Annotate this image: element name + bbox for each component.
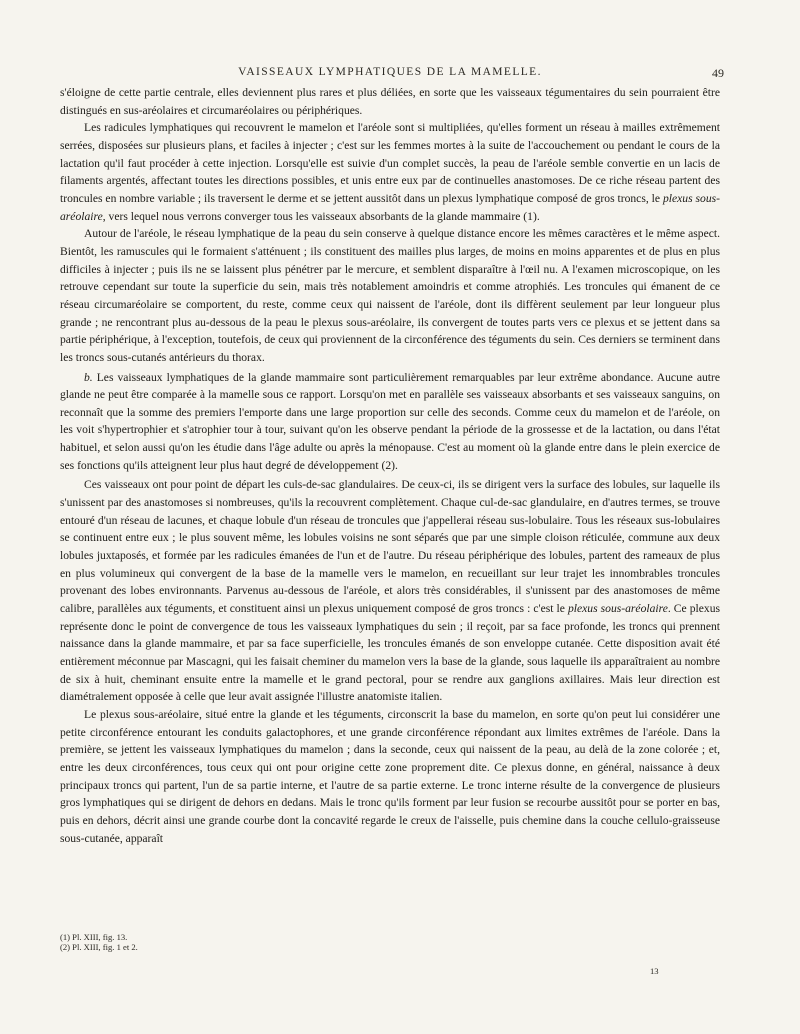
footnote-1: (1) Pl. XIII, fig. 13. xyxy=(60,932,128,942)
section-letter: b. xyxy=(84,370,93,384)
running-head xyxy=(60,66,724,84)
paragraph-3: Autour de l'aréole, le réseau lymphatique de la peau du sein conserve à quelque distance encore les mêmes caractères et le même aspect. Bientôt, les ramuscules qui le formaient s'atténuent ; ils constituent des mailles plus larges, de moins en moins apparentes et de plus en plus difficiles à injecter ; puis ils ne se laissent plus pénétrer par le mercure, et semblent disparaître à l'œil nu. A l'examen microscopique, on les retrouve cependant sur toute la superficie du sein, mais très notablement amoindris et comme atrophiés. Les troncules qui émanent de ce réseau circumaréolaire se comportent, du reste, comme ceux qui naissent de l'aréole, dont ils diffèrent seulement par leur longueur plus grande ; ne rencontrant plus au-dessous de la peau le plexus sous-aréolaire, ils convergent de toutes parts vers ce plexus et se jettent dans sa partie périphérique, à l'exception, toutefois, de ceux qui proviennent de la circonférence des téguments du sein. Ces derniers se terminent dans les troncs sous-cutanés antérieurs du thorax. xyxy=(60,227,720,364)
footnote-2: (2) Pl. XIII, fig. 1 et 2. xyxy=(60,942,138,952)
footnotes xyxy=(60,932,720,952)
paragraph-4: b. Les vaisseaux lymphatiques de la glande mammaire sont particulièrement remarquables par leur extrême abondance. Aucune autre glande ne peut être comparée à la mamelle sous ce rapport. Lorsqu'on met en parallèle ses vaisseaux absorbants et ses vaisseaux sanguins, on reconnaît que la somme des premiers l'emporte dans une large proportion sur celle des seconds. Comme ceux du mamelon et de l'aréole, on les voit s'hypertrophier et s'atrophier tour à tour, suivant qu'on les observe pendant la période de la grossesse et de la lactation, ou dans l'état habituel, et selon aussi qu'on les étudie dans l'âge adulte ou après la ménopause. C'est au moment où la glande entre dans le plein exercice de ses fonctions qu'ils atteignent leur plus haut degré de développement (2). xyxy=(60,370,720,472)
italic-term: plexus sous-aréolaire xyxy=(567,602,668,616)
signature-mark: 13 xyxy=(650,966,659,976)
page-number: 49 xyxy=(712,66,724,80)
page xyxy=(60,66,724,847)
paragraph-6: Le plexus sous-aréolaire, situé entre la glande et les téguments, circonscrit la base du mamelon, en sorte qu'on peut lui considérer une petite circonférence entourant les conduits galactophores, et une grande circonférence répondant aux limites extrêmes de l'aréole. Dans la première, se jettent les vaisseaux lymphatiques du mamelon ; dans la seconde, ceux qui naissent de la peau, au delà de la zone colorée ; et, entre les deux circonférences, tous ceux qui ont pour origine cette zone proprement dite. Ce plexus donne, en général, naissance à deux principaux troncs qui partent, l'un de sa partie interne, et l'autre de sa partie externe. Le tronc interne résulte de la convergence de plusieurs gros lymphatiques qui se dirigent de dehors en dedans. Mais le tronc qu'ils forment par leur fusion se recourbe aussitôt pour se porter en bas, puis en dehors, décrit ainsi une grande courbe dont la concavité regarde le creux de l'aisselle, puis chemine dans la couche cellulo-graisseuse sous-cutanée, apparaît xyxy=(60,707,720,845)
paragraph-2: Les radicules lymphatiques qui recouvrent le mamelon et l'aréole sont si multipliées, qu'elles forment un réseau à mailles extrêmement serrées, disposées sur plusieurs plans, et faciles à injecter ; c'est sur les femmes mortes à la suite de l'accouchement ou pendant le cours de la lactation qu'il faut procéder à cette injection. Lorsqu'elle est suivie d'un complet succès, la peau de l'aréole semble convertie en un lacis de filaments argentés, affectant toutes les directions possibles, et unis entre eux par de continuelles anastomoses. De ce riche réseau partent des troncules en nombre variable ; ils traversent le derme et se jettent aussitôt dans un plexus lymphatique composé de gros troncs, le plexus sous-aréolaire, vers lequel nous verrons converger tous les vaisseaux absorbants de la glande mammaire (1). xyxy=(60,121,721,223)
paragraph-1: s'éloigne de cette partie centrale, elles deviennent plus rares et plus déliées, en sorte que les vaisseaux tégumentaires du sein pourraient être distingués en sus-aréolaires et circumaréolaires ou périphériques. xyxy=(60,86,720,117)
paragraph-5: Ces vaisseaux ont pour point de départ les culs-de-sac glandulaires. De ceux-ci, ils se dirigent vers la surface des lobules, sur laquelle ils s'unissent par des anastomoses si nombreuses, qu'ils la recouvrent complètement. Chaque cul-de-sac glandulaire, en d'autres termes, se trouve entouré d'un réseau de lacunes, et chaque lobule d'un réseau de troncules que j'appellerai réseau sus-lobulaire. Tous les réseaux sus-lobulaires se continuent entre eux ; le plus souvent même, les lobules voisins ne sont séparés que par une simple cloison réticulée, commune aux deux lobules juxtaposés, et formée par les radicules émanées de l'un et de l'autre. Du réseau périphérique des lobules, partent des rameaux de plus en plus volumineux qui convergent de la base de la mamelle vers le mamelon, en recueillant sur leur trajet les innombrables troncules provenant des lobes environnants. Parvenus au-dessous de l'aréole, et alors très considérables, il s'unissent par des anastomoses de même calibre, parallèles aux téguments, et constituent ainsi un plexus uniquement composé de gros troncs : c'est le plexus sous-aréolaire. Ce plexus représente donc le point de convergence de tous les vaisseaux lymphatiques du sein ; il reçoit, par sa face profonde, les troncs qui prennent naissance dans la glande mammaire, et par sa face superficielle, les troncules émanés de son enveloppe cutanée. Cette disposition avait été entièrement méconnue par Mascagni, qui les faisait cheminer du mamelon vers la base de la glande, sous laquelle ils apparaîtraient au nombre de six à huit, cheminant ensuite entre la mamelle et le grand pectoral, pour se rendre aux ganglions axillaires. Mais leur direction est diamétralement opposée à celle que leur avait assignée l'illustre anatomiste italien. xyxy=(60,478,720,704)
italic-term: plexus sous-aréolaire xyxy=(60,191,721,223)
body-text xyxy=(60,84,720,847)
running-title: VAISSEAUX LYMPHATIQUES DE LA MAMELLE. xyxy=(238,66,542,78)
